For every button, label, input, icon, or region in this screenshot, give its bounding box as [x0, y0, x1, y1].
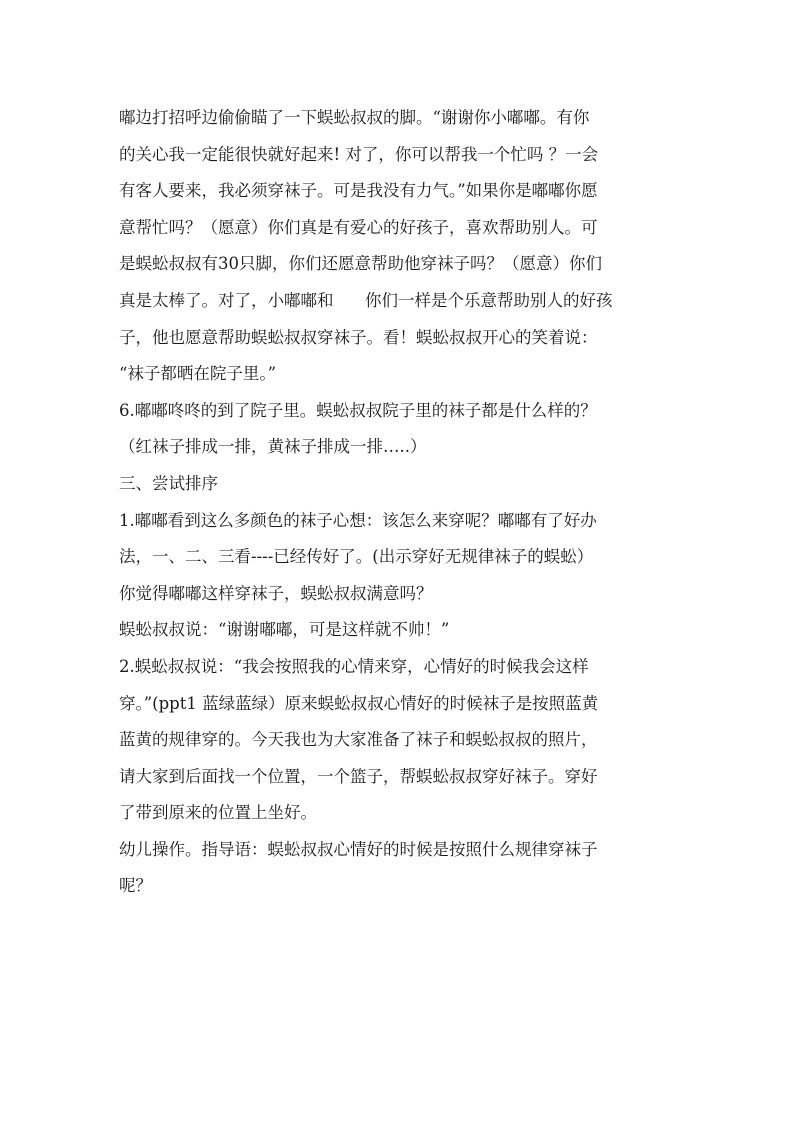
document-body	[119, 100, 679, 905]
text-line: 是蜈蚣叔叔有30只脚，你们还愿意帮助他穿袜子吗？（愿意）你们	[119, 254, 602, 274]
text-line: 嘟边打招呼边偷偷瞄了一下蜈蚣叔叔的脚。“谢谢你小嘟嘟。有你	[119, 108, 590, 127]
text-line: 请大家到后面找一个位置，一个篮子，帮蜈蚣叔叔穿好袜子。穿好	[119, 766, 598, 786]
text-line: 真是太棒了。对了，小嘟嘟和 你们一样是个乐意帮助别人的好孩	[119, 290, 613, 310]
text-line: “袜子都晒在院子里。”	[119, 364, 277, 384]
text-line: 子，他也愿意帮助蜈蚣叔叔穿袜子。看！蜈蚣叔叔开心的笑着说：	[119, 327, 598, 347]
text-line: 你觉得嘟嘟这样穿袜子，蜈蚣叔叔满意吗？	[119, 583, 433, 603]
text-line: 呢？	[119, 876, 152, 896]
section-heading: 三、尝试排序	[119, 473, 218, 493]
text-line: 幼儿操作。指导语：蜈蚣叔叔心情好的时候是按照什么规律穿袜子	[119, 839, 598, 859]
text-line: 蓝黄的规律穿的。今天我也为大家准备了袜子和蜈蚣叔叔的照片，	[119, 730, 598, 750]
text-line: 有客人要来，我必须穿袜子。可是我没有力气。”如果你是嘟嘟你愿	[119, 181, 598, 201]
text-line: 的关心我一定能很快就好起来! 对了，你可以帮我一个忙吗 ？一会	[119, 144, 599, 164]
text-line: 意帮忙吗？（愿意）你们真是有爱心的好孩子，喜欢帮助别人。可	[119, 217, 598, 237]
text-line: 6.嘟嘟咚咚的到了院子里。蜈蚣叔叔院子里的袜子都是什么样的？	[119, 400, 597, 420]
text-line: 1.嘟嘟看到这么多颜色的袜子心想：该怎么来穿呢？嘟嘟有了好办	[119, 510, 597, 530]
text-line: 穿。”(ppt1 蓝绿蓝绿）原来蜈蚣叔叔心情好的时候袜子是按照蓝黄	[119, 693, 599, 713]
text-line: 法，一、二、三看----已经传好了。(出示穿好无规律袜子的蜈蚣）	[119, 547, 594, 567]
text-line: 了带到原来的位置上坐好。	[119, 803, 317, 823]
text-line: 2.蜈蚣叔叔说：“我会按照我的心情来穿，心情好的时候我会这样	[119, 656, 589, 676]
text-line: （红袜子排成一排，黄袜子排成一排…..）	[119, 437, 427, 457]
text-line: 蜈蚣叔叔说：“谢谢嘟嘟，可是这样就不帅！”	[119, 620, 450, 640]
